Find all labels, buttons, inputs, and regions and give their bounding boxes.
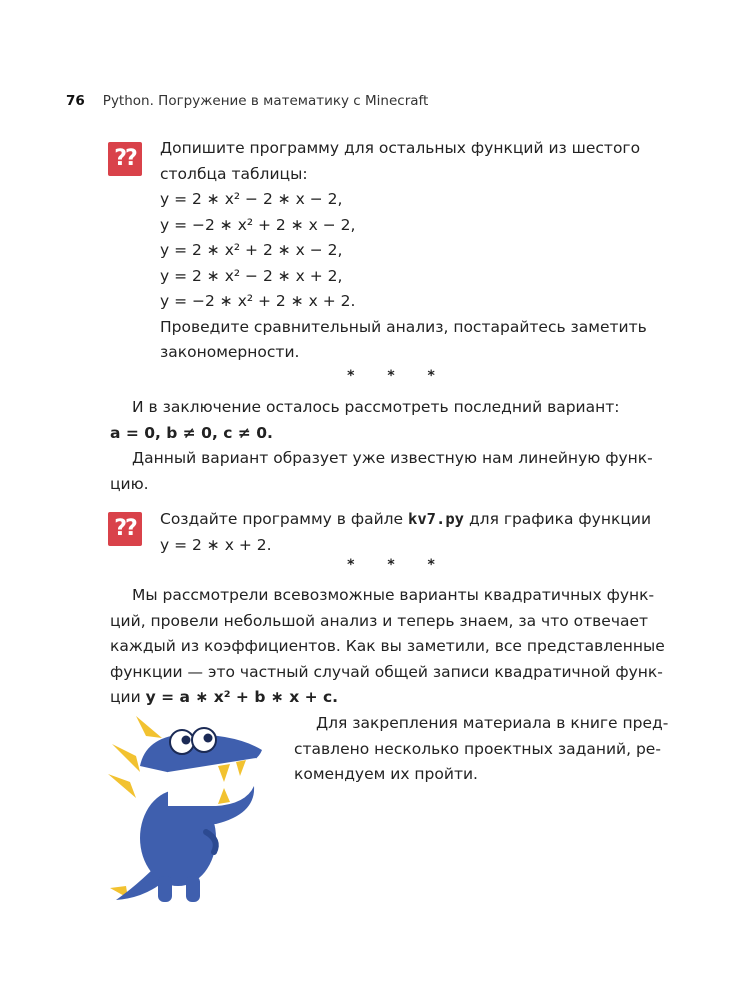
question-icon: ?? [108, 512, 142, 546]
task-2-prefix: Создайте программу в файле [160, 510, 409, 528]
task-1-line-4: закономерности. [160, 343, 300, 361]
task-1-line-2: столбца таблицы: [160, 164, 308, 183]
paragraph-projects [294, 711, 668, 788]
paragraph-projects-line-2: ставлено несколько проектных заданий, ре- [294, 739, 661, 758]
formula-1: y = 2 ∗ x² − 2 ∗ x − 2, [160, 190, 343, 208]
paragraph-projects-line-3: комендуем их пройти. [294, 765, 478, 783]
paragraph-summary [110, 583, 665, 711]
task-1-line-1: Допишите программу для остальных функций из шестого [160, 139, 641, 157]
formula-5: y = −2 ∗ x² + 2 ∗ x + 2. [160, 292, 356, 310]
general-formula: y = a ∗ x² + b ∗ x + c. [145, 688, 339, 706]
task-2 [160, 507, 651, 558]
paragraph-projects-line-1: Для закрепления материала в книге пред- [316, 714, 669, 732]
paragraph-summary-line-2: ций, провели небольшой анализ и теперь знаем, за что отвечает [110, 611, 649, 630]
formula-2: y = −2 ∗ x² + 2 ∗ x − 2, [160, 215, 356, 234]
page-number: 76 [66, 93, 85, 109]
coefficients-condition: a = 0, b ≠ 0, c ≠ 0. [110, 423, 273, 442]
task-1 [160, 136, 647, 366]
question-icon: ?? [108, 142, 142, 176]
paragraph-summary-line-5 [110, 685, 665, 711]
running-header [66, 93, 428, 109]
dinosaur-illustration [106, 716, 274, 912]
book-title: Python. Погружение в математику с Minecraft [102, 93, 429, 109]
dino-pupil-left [182, 736, 191, 745]
paragraph-summary-prefix: ции [110, 688, 146, 706]
paragraph-linear [110, 446, 653, 497]
paragraph-final-case [110, 395, 620, 446]
paragraph-linear-line-2: цию. [110, 474, 149, 493]
task-2-formula: y = 2 ∗ x + 2. [160, 535, 272, 554]
paragraph-summary-line-1: Мы рассмотрели всевозможные варианты квадратичных функ- [132, 586, 655, 604]
dino-spike-3 [136, 716, 162, 738]
section-separator: * * * [347, 368, 449, 384]
paragraph-summary-line-4: функции — это частный случай общей записи квадратичной функ- [110, 662, 663, 681]
paragraph-linear-line-1: Данный вариант образует уже известную нам линейную функ- [132, 449, 653, 467]
paragraph-final-case-line-1: И в заключение осталось рассмотреть последний вариант: [132, 398, 620, 416]
dino-leg-left [158, 876, 172, 902]
paragraph-summary-line-3: каждый из коэффициентов. Как вы заметили, все представленные [110, 637, 665, 655]
section-separator: * * * [347, 557, 449, 573]
filename: kv7.py [408, 510, 465, 528]
formula-4: y = 2 ∗ x² − 2 ∗ x + 2, [160, 266, 343, 285]
dino-leg-right [186, 876, 200, 902]
dino-pupil-right [204, 734, 213, 743]
dino-spike-2 [108, 774, 136, 798]
task-2-line-1 [160, 507, 651, 533]
formula-3: y = 2 ∗ x² + 2 ∗ x − 2, [160, 241, 343, 259]
task-2-suffix: для графика функции [464, 510, 652, 528]
task-1-line-3: Проведите сравнительный анализ, постарайтесь заметить [160, 317, 647, 336]
dino-spike-1 [112, 744, 140, 772]
